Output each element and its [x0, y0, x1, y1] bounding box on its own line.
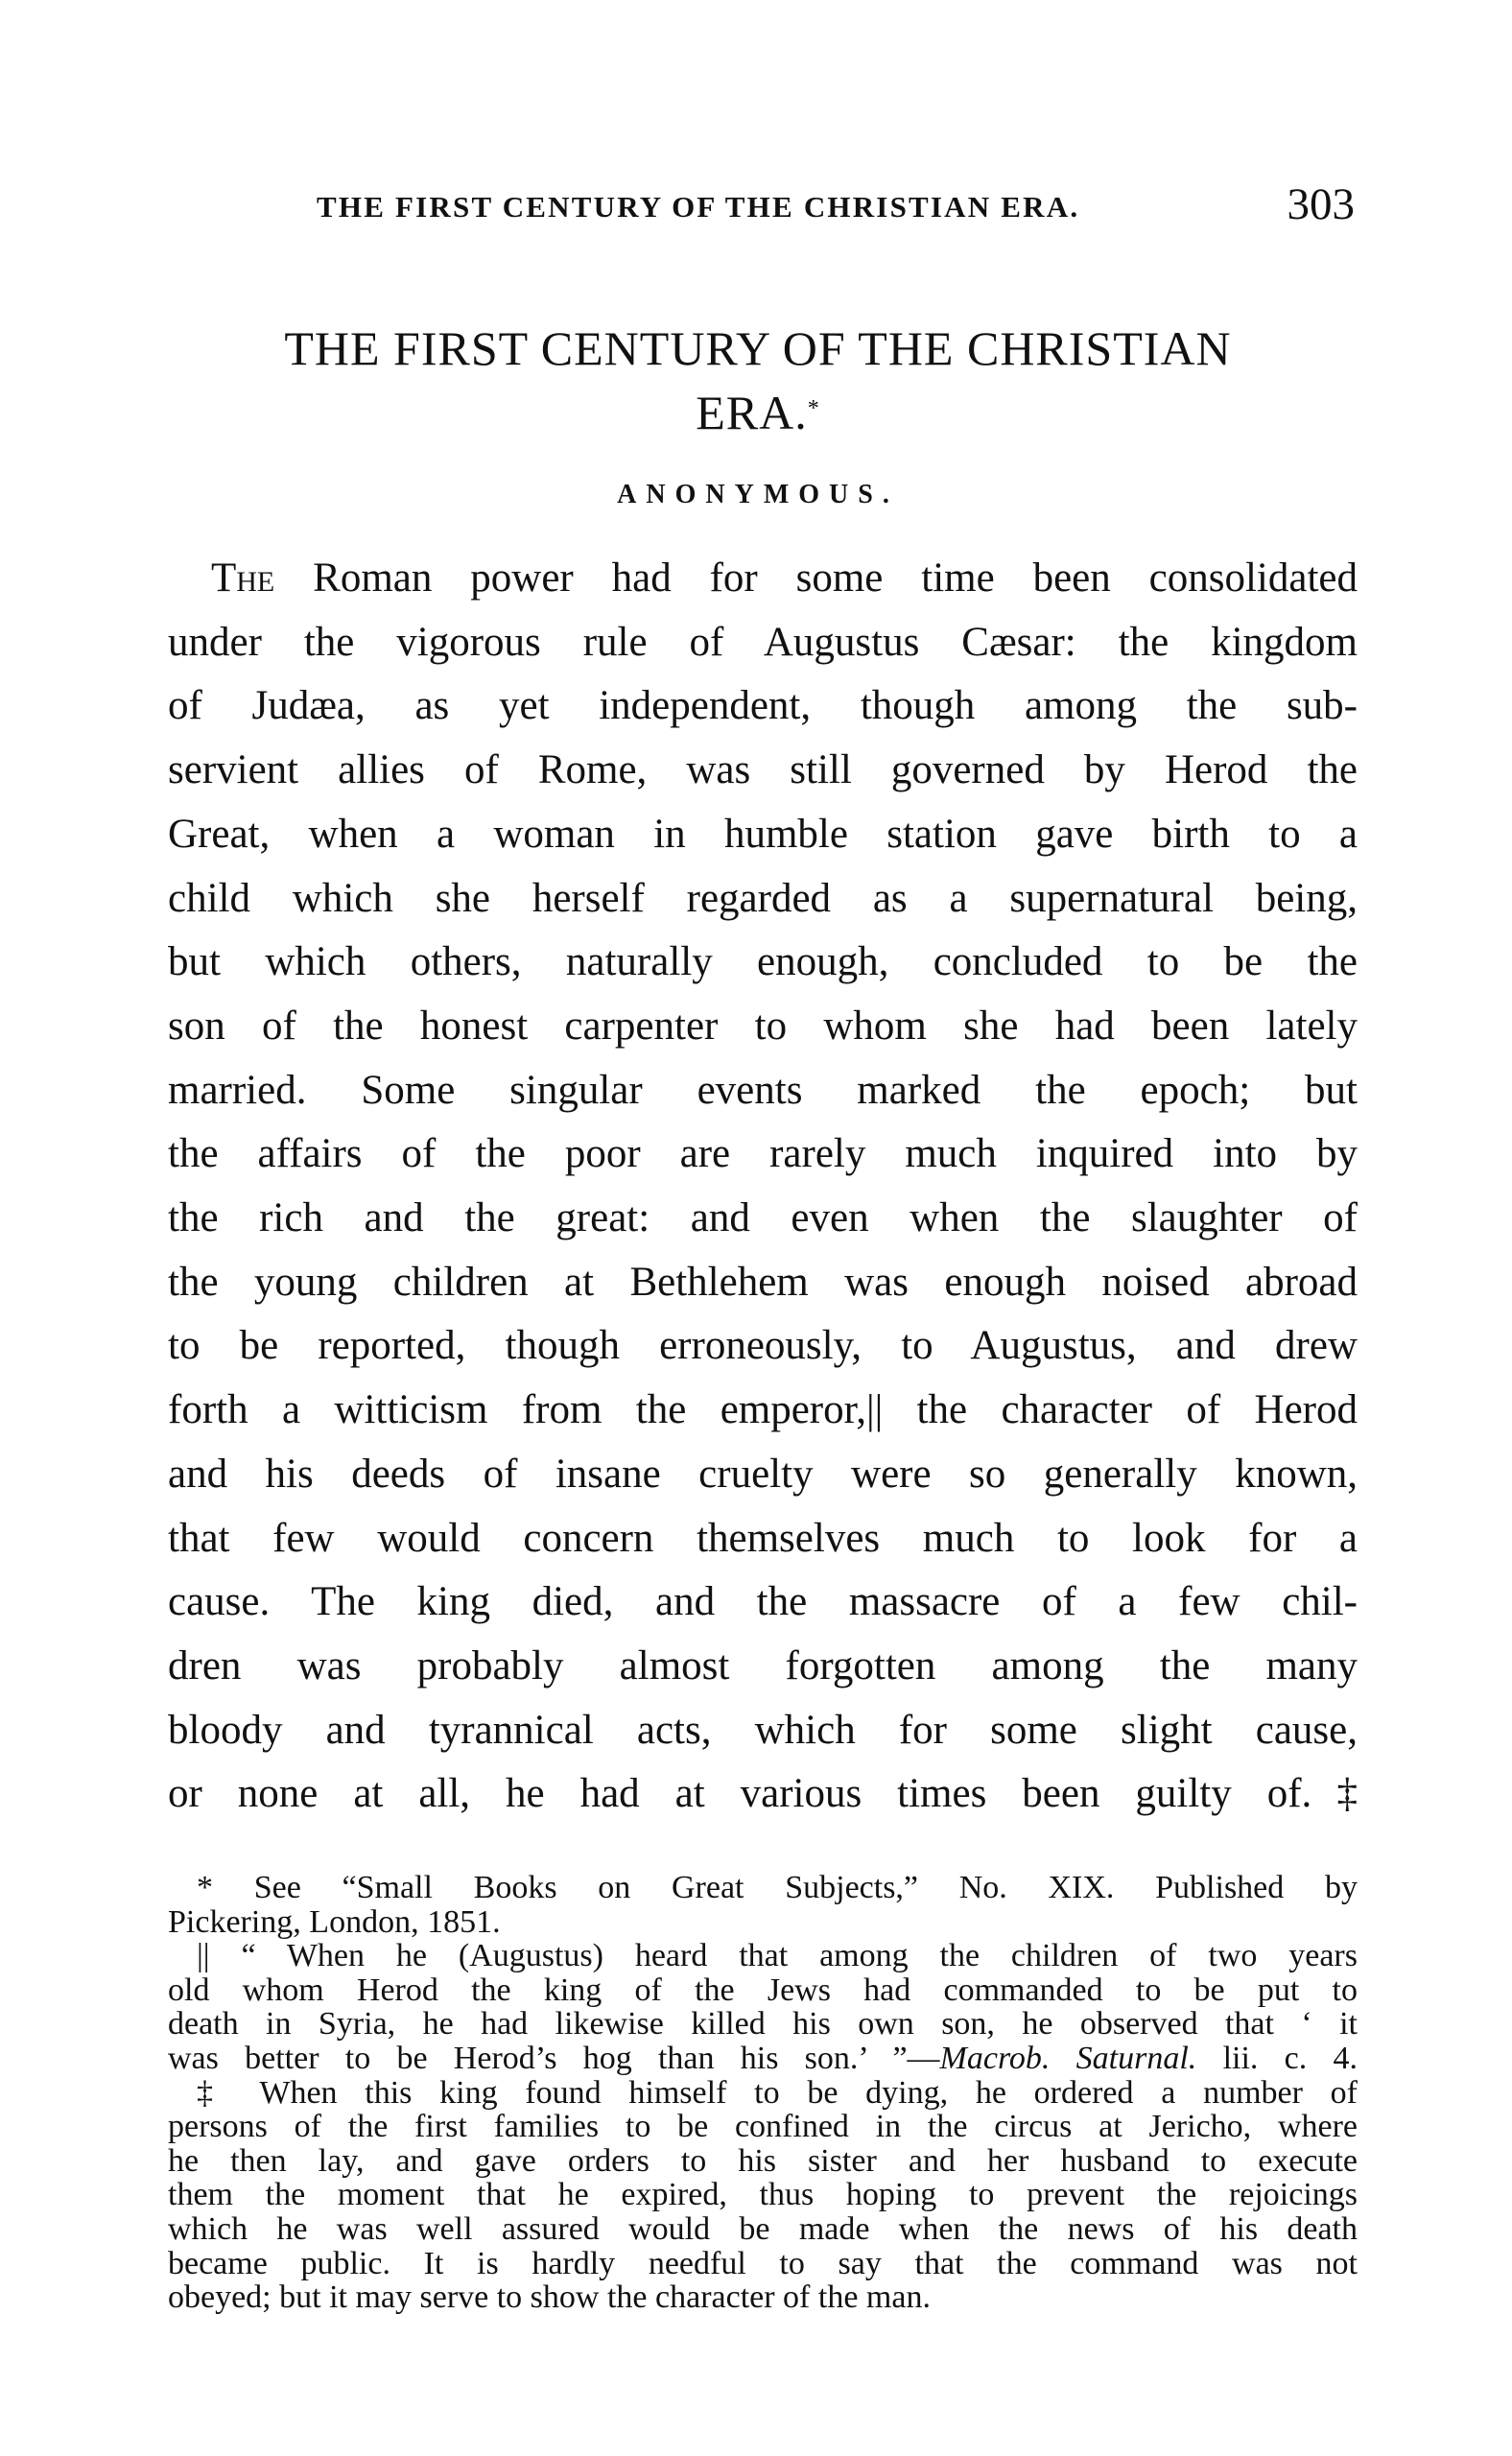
footnote-citation-tail: lii. c. 4.	[1196, 2040, 1358, 2076]
body-line: forth a witticism from the emperor,|| the character of Herod	[168, 1387, 1358, 1433]
chapter-title-line-1: THE FIRST CENTURY OF THE CHRISTIAN	[284, 321, 1232, 375]
body-line: dren was probably almost forgotten among the many	[168, 1642, 1358, 1688]
author-byline: ANONYMOUS.	[617, 480, 899, 509]
body-line: bloody and tyrannical acts, which for some slight cause,	[168, 1707, 1358, 1753]
footnote-line: Pickering, London, 1851.	[168, 1903, 501, 1940]
footnote-line: death in Syria, he had likewise killed his own son, he observed that ‘ it	[168, 2006, 1358, 2043]
chapter-title-era: ERA.	[696, 386, 808, 439]
footnote-citation: Macrob. Saturnal.	[939, 2040, 1197, 2076]
running-title: THE FIRST CENTURY OF THE CHRISTIAN ERA.	[317, 190, 1080, 224]
body-line: of Judæa, as yet independent, though among the sub-	[168, 683, 1358, 729]
body-line: the rich and the great: and even when the slaughter of	[168, 1195, 1358, 1241]
body-line: but which others, naturally enough, concluded to be the	[168, 939, 1358, 985]
footnote-line-text: was better to be Herod’s hog than his son.’ ”—	[168, 2040, 940, 2076]
body-line: the affairs of the poor are rarely much inquired into by	[168, 1131, 1358, 1177]
footnote-line: old whom Herod the king of the Jews had commanded to be put to	[168, 1972, 1358, 2008]
page-number: 303	[1287, 179, 1355, 229]
first-word: The	[211, 555, 275, 601]
footnote-parallel	[168, 1939, 1358, 2075]
footnote-line: became public. It is hardly needful to say that the command was not	[168, 2245, 1358, 2281]
footnote-line: obeyed; but it may serve to show the character of the man.	[168, 2279, 931, 2316]
body-line: child which she herself regarded as a supernatural being,	[168, 875, 1358, 921]
body-line: married. Some singular events marked the epoch; but	[168, 1067, 1358, 1113]
footnote-line: persons of the first families to be confined in the circus at Jericho, where	[168, 2109, 1358, 2145]
body-line: son of the honest carpenter to whom she had been lately	[168, 1003, 1358, 1049]
body-line: that few would concern themselves much to look for a	[168, 1515, 1358, 1561]
chapter-title	[168, 317, 1348, 445]
body-line: servient allies of Rome, was still governed by Herod the	[168, 747, 1358, 793]
body-line: and his deeds of insane cruelty were so generally known,	[168, 1451, 1358, 1497]
footnote-star	[168, 1871, 1358, 1939]
running-head	[317, 178, 1372, 240]
body-line: under the vigorous rule of Augustus Cæsar: the kingdom	[168, 619, 1358, 665]
body-paragraph	[168, 547, 1358, 1827]
footnotes	[168, 1871, 1358, 2315]
body-line-text: Roman power had for some time been consolidated	[274, 555, 1358, 601]
footnote-line: ‡ When this king found himself to be dying, he ordered a number of	[197, 2074, 1358, 2111]
footnote-line: which he was well assured would be made when the news of his death	[168, 2210, 1358, 2247]
body-line: Great, when a woman in humble station gave birth to a	[168, 811, 1358, 857]
footnote-line: them the moment that he expired, thus hoping to prevent the rejoicings	[168, 2177, 1358, 2213]
body-line: the young children at Bethlehem was enough noised abroad	[168, 1259, 1358, 1305]
chapter-title-line-2	[168, 381, 1348, 445]
footnote-line: he then lay, and gave orders to his sister and her husband to execute	[168, 2142, 1358, 2179]
body-line	[168, 547, 1358, 611]
footnote-line: || “ When he (Augustus) heard that among the children of two years	[197, 1938, 1358, 1974]
chapter-title-footnote-mark: *	[807, 396, 820, 421]
footnote-line: * See “Small Books on Great Subjects,” No. XIX. Published by	[197, 1870, 1358, 1905]
body-line: to be reported, though erroneously, to Augustus, and drew	[168, 1323, 1358, 1369]
footnote-line	[168, 2042, 1358, 2076]
body-line: or none at all, he had at various times been guilty of.‡	[168, 1771, 1358, 1817]
body-line: cause. The king died, and the massacre of a few chil-	[168, 1579, 1358, 1625]
footnote-double-dagger	[168, 2076, 1358, 2315]
